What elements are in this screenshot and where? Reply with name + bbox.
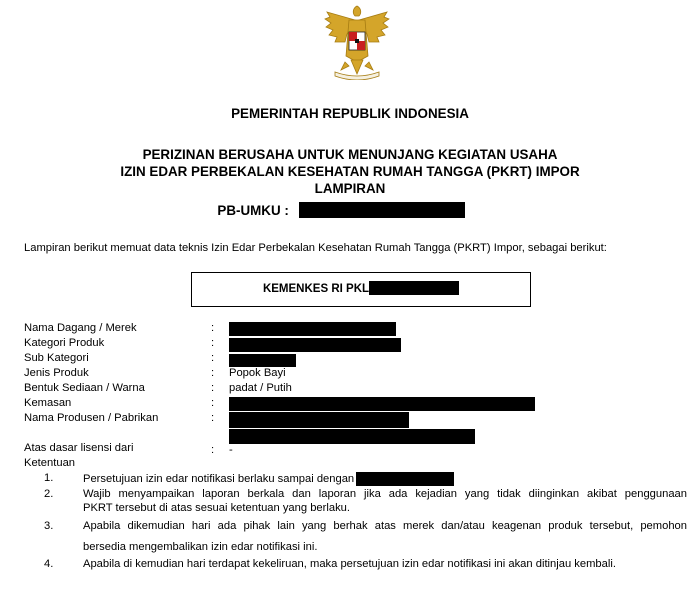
field-colon: : — [211, 367, 215, 379]
field-label: Sub Kategori — [24, 352, 89, 364]
field-colon: : — [211, 444, 215, 456]
field-colon: : — [211, 352, 215, 364]
appendix-title: LAMPIRAN — [314, 181, 386, 196]
field-colon: : — [211, 412, 215, 424]
pb-umku-label: PB-UMKU : — [217, 203, 289, 218]
provision-text: Wajib menyampaikan laporan berkala dan laporan jika ada kejadian yang tidak diinginkan akibat penggunaan — [83, 488, 687, 500]
permit-subtitle: IZIN EDAR PERBEKALAN KESEHATAN RUMAH TANGGA (PKRT) IMPOR — [120, 164, 580, 179]
provision-text: PKRT tersebut di atas sesuai ketentuan yang berlaku. — [83, 502, 351, 514]
field-colon: : — [211, 322, 215, 334]
field-label: Kategori Produk — [24, 337, 105, 349]
field-colon: : — [211, 337, 215, 349]
intro-text: Lampiran berikut memuat data teknis Izin Edar Perbekalan Kesehatan Rumah Tangga (PKRT) Impor, sebagai berikut: — [24, 242, 607, 254]
field-colon: : — [211, 382, 215, 394]
redacted-bar — [229, 429, 475, 444]
field-label: Jenis Produk — [24, 367, 89, 379]
registration-label: KEMENKES RI PKL — [262, 283, 370, 295]
provision-text: Apabila dikemudian hari ada pihak lain yang berhak atas merek dan/atau keagenan produk tersebut, pemohon — [83, 520, 687, 532]
field-label: Nama Dagang / Merek — [24, 322, 137, 334]
garuda-emblem-icon — [321, 4, 393, 80]
item-number: 3. — [44, 520, 54, 532]
field-colon: : — [211, 397, 215, 409]
field-value: padat / Putih — [229, 382, 292, 394]
permit-title: PERIZINAN BERUSAHA UNTUK MENUNJANG KEGIATAN USAHA — [142, 147, 558, 162]
redacted-bar — [299, 202, 465, 218]
redacted-bar — [229, 354, 296, 367]
provision-text: Apabila di kemudian hari terdapat kekeliruan, maka persetujuan izin edar notifikasi ini akan ditinjau kembali. — [83, 558, 616, 570]
redacted-bar — [229, 322, 396, 336]
field-label: Bentuk Sediaan / Warna — [24, 382, 145, 394]
redacted-bar — [229, 412, 409, 428]
pb-umku-row — [0, 203, 691, 219]
field-label: Kemasan — [24, 397, 72, 409]
item-number: 2. — [44, 488, 54, 500]
provision-text: Persetujuan izin edar notifikasi berlaku sampai dengan — [83, 472, 454, 486]
government-title: PEMERINTAH REPUBLIK INDONESIA — [231, 106, 469, 121]
redacted-bar — [229, 338, 401, 352]
item-number: 1. — [44, 472, 54, 484]
redacted-bar — [229, 397, 535, 411]
provisions-title: Ketentuan — [24, 457, 76, 469]
item-number: 4. — [44, 558, 54, 570]
registration-number-box — [191, 272, 531, 307]
redacted-bar — [356, 472, 454, 486]
field-value: - — [229, 444, 233, 456]
redacted-bar — [369, 281, 459, 295]
field-label: Atas dasar lisensi dari — [24, 442, 134, 454]
field-label: Nama Produsen / Pabrikan — [24, 412, 159, 424]
field-value: Popok Bayi — [229, 367, 286, 379]
provision-text: bersedia mengembalikan izin edar notifikasi ini. — [83, 541, 318, 553]
